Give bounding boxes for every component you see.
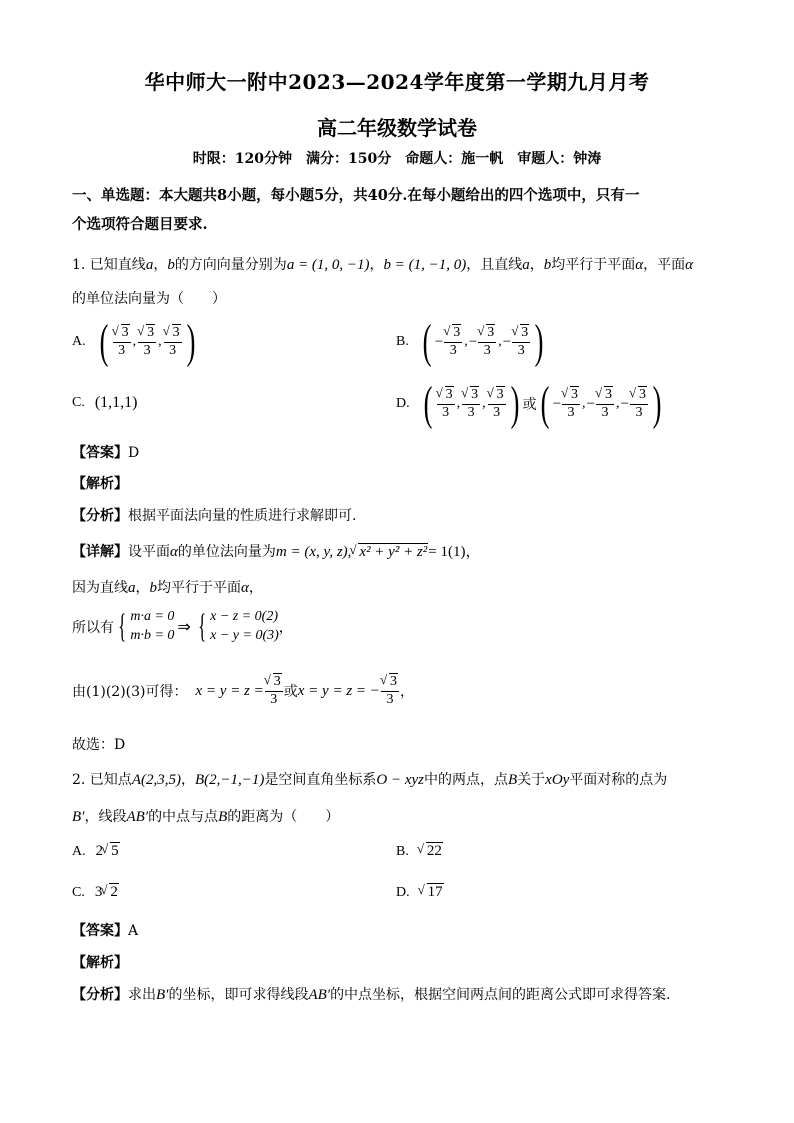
right-paren: )	[652, 377, 662, 430]
option-value: (1,1,1)	[94, 394, 138, 411]
q2-analysis-tag	[72, 952, 128, 972]
q1-text: 因为直线	[72, 580, 128, 596]
left-paren: (	[540, 377, 549, 430]
fraction	[381, 675, 399, 707]
denominator: 3	[601, 404, 609, 420]
q1-symbol-b: b	[167, 257, 175, 273]
q2-plane: xOy	[545, 772, 570, 788]
radicand: 2	[110, 884, 118, 900]
radicand: 3	[453, 324, 461, 340]
fraction	[138, 326, 156, 358]
minus-sign: −	[586, 395, 596, 412]
q2-point-b-prime: B′	[156, 987, 169, 1003]
q1-option-a: A. ( √ 3 3 , √ 3 3 , √ 3 3 )	[72, 318, 199, 366]
q1-result	[72, 675, 414, 707]
q1-xiangjie	[72, 540, 481, 561]
or-text: 或	[522, 397, 537, 413]
q1-unit-vector: m = (x, y, z),	[275, 544, 352, 560]
fraction	[265, 675, 283, 707]
option-label: B.	[396, 334, 409, 349]
left-paren: (	[423, 377, 433, 430]
q2-text: 关于	[517, 772, 546, 788]
radicand: 17	[427, 884, 443, 900]
q1-symbol-b: b	[149, 580, 157, 596]
q2-symbol-b: B	[218, 809, 228, 825]
fenxi-text: 根据平面法向量的性质进行求解即可.	[128, 508, 357, 524]
radicand: 3	[496, 386, 504, 402]
q1-stem-line2: 的单位法向量为（ ）	[72, 291, 226, 307]
radicand: 3	[273, 674, 281, 689]
fenxi-tag: 【分析】	[72, 508, 128, 524]
q1-text: ，且直线	[466, 257, 523, 273]
minus-sign: −	[620, 395, 629, 412]
right-paren: )	[534, 315, 544, 368]
exam-subtitle: 高二年级数学试卷	[317, 116, 477, 140]
fraction	[596, 388, 614, 420]
analysis-tag: 【解析】	[72, 955, 128, 971]
minus-sign: −	[468, 333, 478, 350]
q2-text: 的中点坐标，根据空间两点间的距离公式即可求得答案.	[330, 987, 671, 1003]
q1-symbol-a: a	[145, 257, 154, 273]
sqrt-expression	[103, 843, 120, 860]
radicand: 3	[445, 386, 453, 402]
denominator: 3	[270, 691, 278, 707]
q2-option-c	[72, 884, 119, 901]
fraction	[164, 326, 182, 358]
fraction	[562, 388, 580, 420]
coefficient: 2	[95, 843, 104, 859]
analysis-tag: 【解析】	[72, 476, 128, 492]
fraction	[478, 326, 496, 358]
radicand: x² + y² + z²	[359, 544, 428, 560]
denominator: 3	[493, 404, 501, 420]
fraction	[512, 326, 530, 358]
equation-tail: = 1(1)，	[428, 544, 481, 560]
q1-stem-line1	[72, 254, 693, 274]
q2-segment: AB′	[308, 987, 331, 1003]
denominator: 3	[386, 691, 394, 707]
left-brace: {	[197, 607, 207, 645]
radicand: 3	[147, 324, 155, 340]
q2-text: 平面对称的点为	[569, 772, 668, 788]
q2-text: ，线段	[84, 809, 127, 825]
q2-text: 的距离为（ ）	[227, 809, 340, 825]
q1-fenxi	[72, 505, 356, 525]
radicand: 3	[389, 674, 397, 689]
q2-point-b: B(2,−1,−1)	[194, 772, 265, 788]
sqrt-expression	[102, 884, 119, 901]
radicand: 3	[571, 386, 579, 402]
q1-text: 的单位法向量为	[177, 544, 276, 560]
minus-sign: −	[552, 395, 562, 412]
q1-symbol-a: a	[128, 580, 136, 596]
denominator: 3	[635, 404, 643, 420]
fraction	[462, 388, 480, 420]
equation: x − y = 0(3)	[210, 627, 279, 643]
q2-coordinate-system: O − xyz	[376, 772, 424, 788]
section-heading-line1: 一、单选题：本大题共8小题，每小题5分，共40分.在每小题给出的四个选项中，只有一	[72, 187, 640, 204]
answer-value: A	[128, 923, 139, 939]
option-label: C.	[72, 884, 85, 900]
q1-symbol-alpha: α	[635, 257, 644, 273]
section-heading-line2: 个选项符合题目要求.	[72, 216, 208, 233]
radicand: 3	[521, 324, 529, 340]
denominator: 3	[483, 342, 491, 358]
left-paren: (	[99, 315, 109, 368]
option-label: C.	[72, 395, 85, 410]
q2-option-b	[396, 843, 443, 860]
q1-text: 1. 已知直线	[72, 257, 146, 273]
sqrt-expression	[419, 843, 443, 860]
fraction	[630, 388, 648, 420]
option-label: A.	[72, 843, 86, 859]
fraction	[437, 388, 455, 420]
q1-analysis-tag	[72, 473, 128, 493]
q1-symbol-b: b	[543, 257, 552, 273]
q2-text: 是空间直角坐标系	[264, 772, 377, 788]
denominator: 3	[169, 342, 177, 358]
q1-vector-a: a = (1, 0, −1)	[286, 257, 370, 273]
result-equation: x = y = z = −	[297, 682, 380, 699]
q2-stem-line2	[72, 806, 339, 826]
q2-point-a: A(2,3,5)	[131, 772, 181, 788]
q1-option-c	[72, 394, 138, 412]
q1-text: ，	[399, 684, 414, 701]
q1-text: ，平面	[643, 257, 686, 273]
sqrt-expression	[420, 884, 444, 901]
q1-system	[72, 608, 293, 646]
xiangjie-tag: 【详解】	[72, 544, 128, 560]
q2-stem-line1	[72, 769, 667, 789]
q2-point-b-prime: B′	[72, 809, 85, 825]
q1-text: ，	[278, 619, 293, 636]
q2-option-a	[72, 843, 120, 860]
radicand: 3	[471, 386, 479, 402]
q1-answer	[72, 442, 139, 462]
sqrt-expression	[351, 544, 428, 561]
system-2	[210, 608, 279, 646]
q2-text: 求出	[128, 987, 156, 1003]
coefficient: 3	[94, 884, 103, 900]
q2-segment: AB′	[126, 809, 149, 825]
q2-text: 的中点与点	[148, 809, 219, 825]
fraction	[444, 326, 462, 358]
denominator: 3	[517, 342, 525, 358]
right-paren: )	[186, 315, 195, 368]
q1-text: 的方向向量分别为	[174, 257, 287, 273]
denominator: 3	[143, 342, 151, 358]
denominator: 3	[567, 404, 575, 420]
q1-text: ，	[369, 257, 384, 273]
result-equation: x = y = z =	[195, 682, 264, 699]
q1-text: ，	[248, 580, 263, 596]
radicand: 3	[172, 324, 180, 340]
option-label: D.	[396, 884, 410, 900]
q1-symbol-alpha: α	[170, 544, 178, 560]
radicand: 3	[638, 386, 646, 402]
denominator: 3	[442, 404, 450, 420]
q1-text: ，	[529, 257, 544, 273]
q1-symbol-a: a	[522, 257, 530, 273]
minus-sign: −	[434, 333, 444, 350]
or-text: 或	[283, 684, 298, 701]
implies-icon: ⇒	[177, 617, 191, 637]
right-paren: )	[510, 377, 519, 430]
radicand: 3	[121, 324, 129, 340]
radicand: 22	[426, 843, 442, 859]
exam-info: 时限：120分钟 满分：150分 命题人：施一帆 审题人：钟涛	[192, 151, 602, 167]
q1-text: 设平面	[128, 544, 170, 560]
left-brace: {	[118, 607, 127, 645]
q1-text: 均平行于平面	[551, 257, 636, 273]
q2-option-d	[396, 884, 444, 901]
radicand: 3	[487, 324, 495, 340]
q1-symbol-alpha: α	[241, 580, 249, 596]
q1-option-b: B. ( − √ $\frac{3}{3}$ , − √ $\frac{3}{3}$ , − √ $\frac{3}{3}$ )	[396, 318, 547, 366]
q1-option-d: D. ( √ 3 3 , √ 3 3 , √ 3 3 ) 或 ( − √ $\frac{3}{3}$ , − √ $\frac{3}{3}$ , − √ $\frac{3}{3}$ )	[396, 380, 665, 428]
fraction	[113, 326, 131, 358]
answer-tag: 【答案】	[72, 923, 128, 939]
q1-text: ，	[135, 580, 150, 596]
q1-text: ，	[153, 257, 168, 273]
q2-answer	[72, 920, 138, 940]
q1-text: 所以有	[72, 619, 114, 636]
q1-choose: 故选：D	[72, 737, 126, 753]
q2-text: 2. 已知点	[72, 772, 132, 788]
system-1	[130, 608, 174, 646]
answer-tag: 【答案】	[72, 445, 128, 461]
option-label: D.	[396, 396, 410, 411]
radicand: 3	[605, 386, 613, 402]
denominator: 3	[467, 404, 475, 420]
fenxi-tag: 【分析】	[72, 987, 128, 1003]
fraction	[488, 388, 506, 420]
q1-vector-b: b = (1, −1, 0)	[383, 257, 467, 273]
q2-text: 中的两点，点	[423, 772, 508, 788]
equation: x − z = 0(2)	[210, 609, 279, 624]
q1-symbol-alpha: α	[685, 257, 694, 273]
denominator: 3	[449, 342, 457, 358]
answer-value: D	[128, 445, 140, 461]
left-paren: (	[422, 315, 432, 368]
q1-because	[72, 577, 263, 597]
equation: m·b = 0	[130, 627, 175, 643]
minus-sign: −	[502, 333, 512, 350]
q2-symbol-b: B	[507, 772, 518, 788]
option-label: A.	[72, 334, 86, 349]
exam-title: 华中师大一附中2023—2024学年度第一学期九月月考	[144, 70, 650, 94]
radicand: 5	[111, 843, 119, 859]
q1-text: 均平行于平面	[157, 580, 241, 596]
q2-fenxi	[72, 984, 671, 1004]
denominator: 3	[118, 342, 126, 358]
option-label: B.	[396, 843, 409, 859]
equation: m·a = 0	[130, 609, 175, 624]
q1-text: 由(1)(2)(3)可得：	[72, 684, 188, 701]
q2-text: ，	[180, 772, 195, 788]
q2-text: 的坐标，即可求得线段	[168, 987, 309, 1003]
